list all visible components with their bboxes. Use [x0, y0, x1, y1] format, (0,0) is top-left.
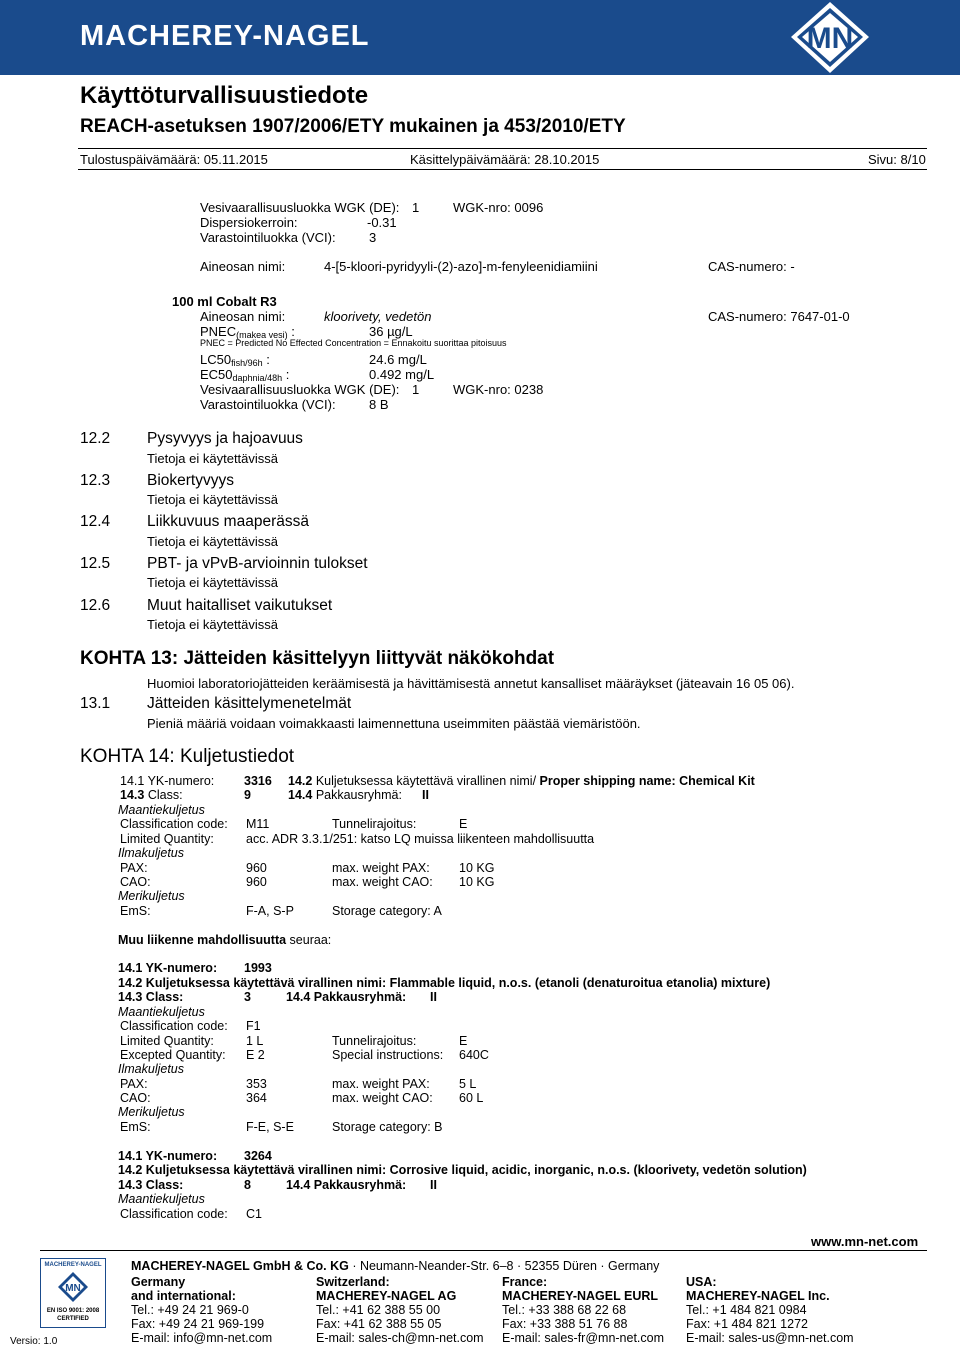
- b2-sea-heading: Merikuljetus: [118, 1105, 185, 1119]
- cas-number: CAS-numero: -: [708, 259, 795, 274]
- b2-lq-label: Limited Quantity:: [120, 1034, 214, 1048]
- mn-logo-icon: [785, 0, 875, 75]
- footer-email: E-mail: sales-fr@mn-net.com: [502, 1331, 665, 1345]
- b1-cao-weight-label: max. weight CAO:: [332, 875, 433, 889]
- footer-col-heading: Switzerland:: [316, 1275, 390, 1289]
- b2-eq-label: Excepted Quantity:: [120, 1048, 226, 1062]
- cobalt-cas-number: CAS-numero: 7647-01-0: [708, 309, 850, 324]
- b1-cc-label: Classification code:: [120, 817, 228, 831]
- document-subtitle: REACH-asetuksen 1907/2006/ETY mukainen ja 453/2010/ETY: [80, 116, 626, 137]
- section-12-3-number: 12.3: [80, 472, 111, 489]
- b1-pax-value: 960: [246, 861, 267, 875]
- substance-name: 4-[5-kloori-pyridyyli-(2)-azo]-m-fenyleenidiamiini: [324, 259, 598, 274]
- pnec-label: $PNEC_{(makea vesi)}$ :: [200, 324, 295, 340]
- footer-divider: [40, 1250, 927, 1251]
- cobalt-substance-name: kloorivety, vedetön: [324, 309, 432, 324]
- section-12-4-title: Liikkuvuus maaperässä: [147, 513, 309, 530]
- b2-special-value: 640C: [459, 1048, 489, 1062]
- cert-text: EN ISO 9001: 2008 CERTIFIED: [46, 1308, 100, 1322]
- b1-ems-value: F-A, S-P: [246, 904, 294, 918]
- section-12-3-title: Biokertyvyys: [147, 472, 234, 489]
- section-13-1-number: 13.1: [80, 695, 111, 712]
- b2-class-label: 14.3 Class:: [118, 990, 184, 1004]
- b2-un-value: 1993: [244, 961, 272, 975]
- b1-cc-value: M11: [246, 817, 270, 831]
- b1-sea-heading: Merikuljetus: [118, 889, 185, 903]
- b1-lq-value: acc. ADR 3.3.1/251: katso LQ muissa liikenteen mahdollisuutta: [246, 832, 595, 846]
- footer-email: E-mail: info@mn-net.com: [131, 1331, 273, 1345]
- header-banner: [0, 0, 960, 75]
- footer-tel: Tel.: +33 388 68 22 68: [502, 1303, 627, 1317]
- b1-ems-label: EmS:: [120, 904, 151, 918]
- pnec-note: PNEC = Predicted No Effected Concentration = Ennakoitu suorittaa pitoisuus: [200, 338, 507, 348]
- cobalt-vci-value: 8 B: [369, 397, 389, 412]
- b2-storage: Storage category: B: [332, 1120, 443, 1134]
- b3-shipping-name: 14.2 Kuljetuksessa käytettävä virallinen nimi: Corrosive liquid, acidic, inorganic, n.o.s. (kloorivety, vedetön solution): [118, 1163, 807, 1177]
- b3-class-label: 14.3 Class:: [118, 1178, 184, 1192]
- b1-shipping-name: 14.2 Kuljetuksessa käytettävä virallinen nimi/ Proper shipping name: Chemical Kit: [288, 774, 755, 788]
- b2-class-value: 3: [244, 990, 251, 1004]
- section-12-2-text: Tietoja ei käytettävissä: [147, 451, 279, 466]
- b3-un-value: 3264: [244, 1149, 272, 1163]
- section-12-5-title: PBT- ja vPvB-arvioinnin tulokset: [147, 555, 368, 572]
- document-title: Käyttöturvallisuustiedote: [80, 82, 369, 109]
- b1-road-heading: Maantiekuljetus: [118, 803, 205, 817]
- footer-col-subheading: and international:: [131, 1289, 236, 1303]
- cobalt-substance-label: Aineosan nimi:: [200, 309, 286, 324]
- section-12-3-text: Tietoja ei käytettävissä: [147, 492, 279, 507]
- b2-cc-value: F1: [246, 1019, 261, 1033]
- section-12-2-number: 12.2: [80, 430, 111, 447]
- wgk-nro: WGK-nro: 0096: [453, 200, 544, 215]
- certification-badge: [40, 1258, 106, 1328]
- b1-lq-label: Limited Quantity:: [120, 832, 214, 846]
- processing-date: Käsittelypäivämäärä: 28.10.2015: [410, 152, 600, 167]
- b1-pack-label: 14.4 Pakkausryhmä:: [288, 788, 402, 802]
- wgk-label: Vesivaarallisuusluokka WGK (DE):: [200, 200, 400, 215]
- lc50-label: $LC50_{fish/96h}$ :: [200, 352, 270, 368]
- b1-storage: Storage category: A: [332, 904, 442, 918]
- footer-col-usa: [686, 1275, 854, 1345]
- b3-cc-label: Classification code:: [120, 1207, 228, 1221]
- footer-col-france: [502, 1275, 664, 1345]
- footer-col-subheading: MACHEREY-NAGEL EURL: [502, 1289, 659, 1303]
- kohta-13-text: Huomioi laboratoriojätteiden keräämisestä ja hävittämisestä annetut kansalliset määräykset (jäteavain 16 05 06).: [147, 676, 795, 691]
- b1-tunnel-label: Tunnelirajoitus:: [332, 817, 417, 831]
- footer-website: www.mn-net.com: [811, 1234, 919, 1249]
- b2-ems-value: F-E, S-E: [246, 1120, 294, 1134]
- b1-un-label: 14.1 YK-numero:: [120, 774, 215, 788]
- footer-tel: Tel.: +41 62 388 55 00: [316, 1303, 441, 1317]
- footer-col-germany: [131, 1275, 272, 1345]
- b2-pax-weight-value: 5 L: [459, 1077, 477, 1091]
- pnec-value: 36 µg/L: [369, 324, 413, 339]
- b1-cao-value: 960: [246, 875, 267, 889]
- footer-email: E-mail: sales-ch@mn-net.com: [316, 1331, 484, 1345]
- logo-text: MN: [806, 22, 854, 55]
- section-12-5-number: 12.5: [80, 555, 111, 572]
- b2-tunnel-label: Tunnelirajoitus:: [332, 1034, 417, 1048]
- cobalt-wgk-label: Vesivaarallisuusluokka WGK (DE):: [200, 382, 400, 397]
- wgk-value: 1: [412, 200, 420, 215]
- brand-name: MACHEREY-NAGEL: [80, 20, 370, 52]
- substance-label: Aineosan nimi:: [200, 259, 286, 274]
- b2-cao-weight-value: 60 L: [459, 1091, 484, 1105]
- b2-shipping-name: 14.2 Kuljetuksessa käytettävä virallinen nimi: Flammable liquid, n.o.s. (etanoli (denaturoitua etanolia) mixture): [118, 976, 771, 990]
- footer-col-heading: Germany: [131, 1275, 186, 1289]
- cobalt-wgk-nro: WGK-nro: 0238: [453, 382, 544, 397]
- b2-tunnel-value: E: [459, 1034, 468, 1048]
- section-13-1-title: Jätteiden käsittelymenetelmät: [147, 695, 352, 712]
- print-date: Tulostuspäivämäärä: 05.11.2015: [80, 152, 268, 167]
- b3-cc-value: C1: [246, 1207, 262, 1221]
- b2-ems-label: EmS:: [120, 1120, 151, 1134]
- header-divider-top: [78, 148, 927, 149]
- footer-email: E-mail: sales-us@mn-net.com: [686, 1331, 854, 1345]
- b1-class-value: 9: [244, 788, 251, 802]
- vci-label: Varastointiluokka (VCI):: [200, 230, 336, 245]
- b2-lq-value: 1 L: [246, 1034, 264, 1048]
- footer-company: MACHEREY-NAGEL GmbH & Co. KG · Neumann-Neander-Str. 6–8 · 52355 Düren · Germany: [131, 1259, 660, 1273]
- b1-pax-label: PAX:: [120, 861, 148, 875]
- header-divider-bottom: [78, 169, 927, 170]
- kohta-13-title: KOHTA 13: Jätteiden käsittelyyn liittyvät näkökohdat: [80, 648, 555, 669]
- kohta-14-title: KOHTA 14: Kuljetustiedot: [80, 746, 295, 767]
- footer-col-heading: France:: [502, 1275, 548, 1289]
- cobalt-wgk-value: 1: [412, 382, 420, 397]
- b2-pax-label: PAX:: [120, 1077, 148, 1091]
- section-13-1-text: Pieniä määriä voidaan voimakkaasti laimennettuna useimmiten päästää viemäristöön.: [147, 716, 641, 731]
- cert-brand: MACHEREY-NAGEL: [44, 1262, 102, 1268]
- b2-cao-weight-label: max. weight CAO:: [332, 1091, 433, 1105]
- cobalt-heading: 100 ml Cobalt R3: [172, 294, 277, 309]
- footer-col-subheading: MACHEREY-NAGEL Inc.: [686, 1289, 830, 1303]
- section-12-2-title: Pysyvyys ja hajoavuus: [147, 430, 303, 447]
- b2-cc-label: Classification code:: [120, 1019, 228, 1033]
- b1-cao-weight-value: 10 KG: [459, 875, 495, 889]
- b1-pax-weight-value: 10 KG: [459, 861, 495, 875]
- b1-air-heading: Ilmakuljetus: [118, 846, 184, 860]
- b1-pax-weight-label: max. weight PAX:: [332, 861, 430, 875]
- b3-pack-label: 14.4 Pakkausryhmä:: [286, 1178, 407, 1192]
- footer-tel: Tel.: +49 24 21 969-0: [131, 1303, 249, 1317]
- section-12-6-number: 12.6: [80, 597, 111, 614]
- footer-fax: Fax: +41 62 388 55 05: [316, 1317, 442, 1331]
- page-number: Sivu: 8/10: [868, 152, 926, 167]
- other-transport-note: Muu liikenne mahdollisuutta seuraa:: [118, 933, 332, 947]
- section-12-6-text: Tietoja ei käytettävissä: [147, 617, 279, 632]
- b2-cao-value: 364: [246, 1091, 267, 1105]
- b2-air-heading: Ilmakuljetus: [118, 1062, 184, 1076]
- dispersion-label: Dispersiokerroin:: [200, 215, 298, 230]
- section-12-6-title: Muut haitalliset vaikutukset: [147, 597, 333, 614]
- footer-col-subheading: MACHEREY-NAGEL AG: [316, 1289, 457, 1303]
- b1-class-label: 14.3 Class:: [120, 788, 183, 802]
- footer-fax: Fax: +49 24 21 969-199: [131, 1317, 265, 1331]
- b3-pack-value: II: [430, 1178, 437, 1192]
- b1-un-value: 3316: [244, 774, 272, 788]
- b2-road-heading: Maantiekuljetus: [118, 1005, 205, 1019]
- b2-cao-label: CAO:: [120, 1091, 151, 1105]
- b2-pack-label: 14.4 Pakkausryhmä:: [286, 990, 407, 1004]
- cobalt-vci-label: Varastointiluokka (VCI):: [200, 397, 336, 412]
- b2-special-label: Special instructions:: [332, 1048, 444, 1062]
- b2-un-label: 14.1 YK-numero:: [118, 961, 218, 975]
- ec50-label: $EC50_{daphnia/48h}$ :: [200, 367, 290, 383]
- b3-class-value: 8: [244, 1178, 251, 1192]
- b2-pack-value: II: [430, 990, 437, 1004]
- dispersion-value: -0.31: [367, 215, 397, 230]
- section-12-4-number: 12.4: [80, 513, 111, 530]
- b2-pax-value: 353: [246, 1077, 267, 1091]
- b3-un-label: 14.1 YK-numero:: [118, 1149, 218, 1163]
- section-12-4-text: Tietoja ei käytettävissä: [147, 534, 279, 549]
- footer-fax: Fax: +33 388 51 76 88: [502, 1317, 628, 1331]
- b1-cao-label: CAO:: [120, 875, 151, 889]
- cert-mn-icon: [57, 1271, 89, 1303]
- b1-pack-value: II: [422, 788, 429, 802]
- b2-eq-value: E 2: [246, 1048, 265, 1062]
- ec50-value: 0.492 mg/L: [369, 367, 435, 382]
- version-label: Versio: 1.0: [10, 1336, 58, 1347]
- footer-col-heading: USA:: [686, 1275, 717, 1289]
- vci-value: 3: [369, 230, 377, 245]
- b1-tunnel-value: E: [459, 817, 468, 831]
- footer-fax: Fax: +1 484 821 1272: [686, 1317, 808, 1331]
- footer-col-switzerland: [316, 1275, 484, 1345]
- footer-tel: Tel.: +1 484 821 0984: [686, 1303, 807, 1317]
- svg-text:MN: MN: [65, 1283, 81, 1294]
- section-12-5-text: Tietoja ei käytettävissä: [147, 575, 279, 590]
- lc50-value: 24.6 mg/L: [369, 352, 427, 367]
- b3-road-heading: Maantiekuljetus: [118, 1192, 205, 1206]
- b2-pax-weight-label: max. weight PAX:: [332, 1077, 430, 1091]
